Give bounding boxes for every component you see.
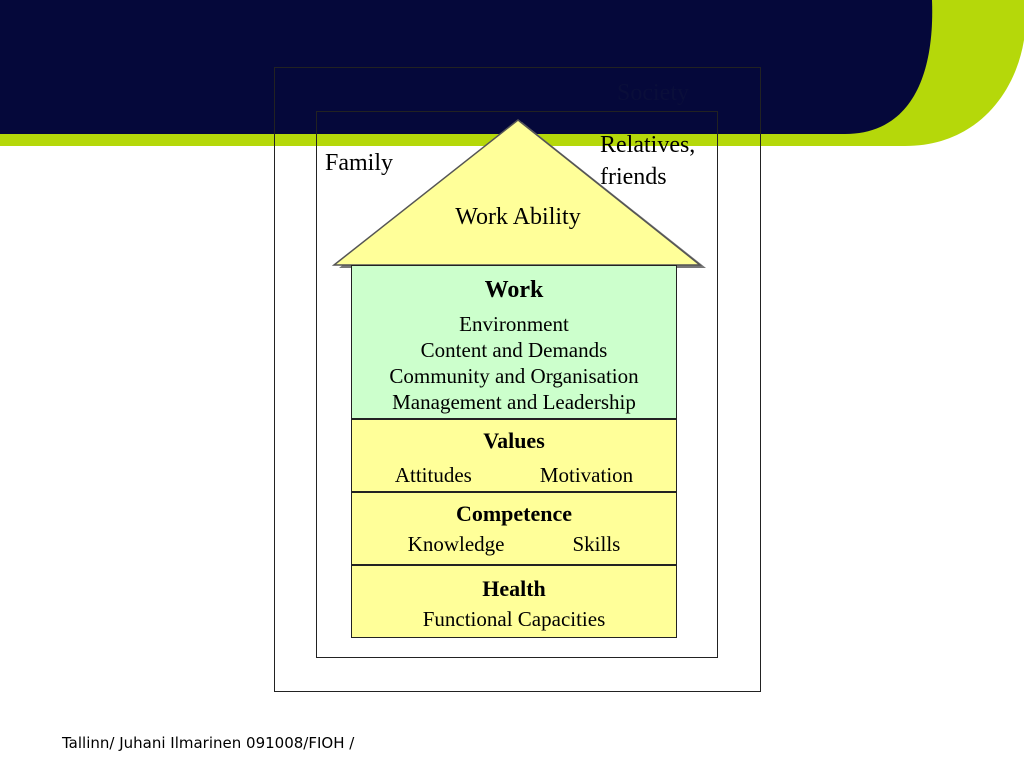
values-floor (351, 419, 677, 492)
competence-skills: Skills (572, 532, 621, 556)
work-line-community-organisation: Community and Organisation (389, 364, 639, 388)
work-line-environment: Environment (459, 312, 569, 336)
competence-floor (351, 492, 677, 565)
values-title: Values (483, 428, 545, 453)
competence-knowledge: Knowledge (407, 532, 505, 556)
health-functional-capacities: Functional Capacities (422, 607, 606, 631)
work-title: Work (484, 277, 544, 303)
work-floor (351, 265, 677, 419)
relatives-label-line2: friends (600, 164, 667, 190)
health-title: Health (482, 576, 546, 601)
footer-text: Tallinn/ Juhani Ilmarinen 091008/FIOH / (62, 734, 355, 752)
house-roof (330, 116, 706, 270)
values-motivation: Motivation (539, 463, 634, 487)
values-attitudes: Attitudes (394, 463, 472, 487)
family-label: Family (325, 150, 394, 176)
health-floor (351, 565, 677, 638)
work-ability-label: Work Ability (455, 204, 581, 230)
relatives-label-line1: Relatives, (600, 132, 696, 158)
work-line-content-demands: Content and Demands (420, 338, 608, 362)
roof-triangle (334, 120, 700, 265)
society-label: Society (617, 80, 689, 106)
work-line-management-leadership: Management and Leadership (392, 390, 636, 414)
competence-title: Competence (455, 501, 573, 526)
